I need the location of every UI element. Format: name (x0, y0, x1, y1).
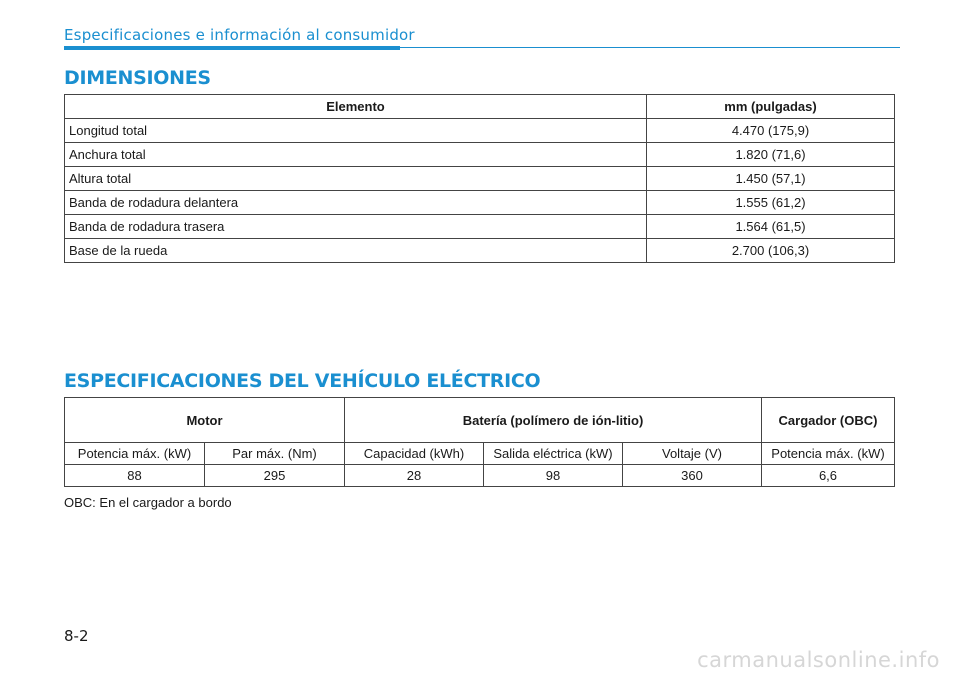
row-label: Altura total (65, 167, 647, 191)
subheader-motor-torque: Par máx. (Nm) (205, 443, 345, 465)
table-row (65, 191, 895, 215)
value-motor-power: 88 (65, 465, 205, 487)
row-label: Base de la rueda (65, 239, 647, 263)
column-header-item: Elemento (65, 95, 647, 119)
column-header-value: mm (pulgadas) (647, 95, 895, 119)
row-label: Longitud total (65, 119, 647, 143)
row-label: Banda de rodadura delantera (65, 191, 647, 215)
dimensions-table (64, 94, 895, 263)
subheader-battery-output: Salida eléctrica (kW) (484, 443, 623, 465)
section-header-title: Especificaciones e información al consumidor (64, 26, 415, 44)
table-row (65, 119, 895, 143)
row-value: 1.564 (61,5) (647, 215, 895, 239)
table-subheader-row (65, 443, 895, 465)
header-rule-thin (400, 47, 900, 48)
subheader-battery-voltage: Voltaje (V) (623, 443, 762, 465)
footnote: OBC: En el cargador a bordo (64, 495, 232, 510)
group-header-battery: Batería (polímero de ión-litio) (345, 398, 762, 443)
dimensions-title: DIMENSIONES (64, 67, 211, 89)
table-header-row (65, 95, 895, 119)
table-row (65, 239, 895, 263)
value-motor-torque: 295 (205, 465, 345, 487)
value-battery-voltage: 360 (623, 465, 762, 487)
subheader-motor-power: Potencia máx. (kW) (65, 443, 205, 465)
row-label: Anchura total (65, 143, 647, 167)
row-value: 1.555 (61,2) (647, 191, 895, 215)
group-header-motor: Motor (65, 398, 345, 443)
table-row (65, 215, 895, 239)
value-charger-power: 6,6 (762, 465, 895, 487)
ev-specs-title: ESPECIFICACIONES DEL VEHÍCULO ELÉCTRICO (64, 370, 541, 392)
group-header-charger: Cargador (OBC) (762, 398, 895, 443)
subheader-battery-capacity: Capacidad (kWh) (345, 443, 484, 465)
value-battery-capacity: 28 (345, 465, 484, 487)
table-row (65, 143, 895, 167)
subheader-charger-power: Potencia máx. (kW) (762, 443, 895, 465)
value-battery-output: 98 (484, 465, 623, 487)
header-rule-thick (64, 46, 400, 50)
row-value: 1.450 (57,1) (647, 167, 895, 191)
ev-specs-table (64, 397, 895, 487)
table-header-row (65, 398, 895, 443)
page-number: 8-2 (64, 627, 89, 645)
watermark: carmanualsonline.info (697, 648, 940, 672)
table-row (65, 465, 895, 487)
row-value: 1.820 (71,6) (647, 143, 895, 167)
row-value: 4.470 (175,9) (647, 119, 895, 143)
table-row (65, 167, 895, 191)
row-label: Banda de rodadura trasera (65, 215, 647, 239)
row-value: 2.700 (106,3) (647, 239, 895, 263)
